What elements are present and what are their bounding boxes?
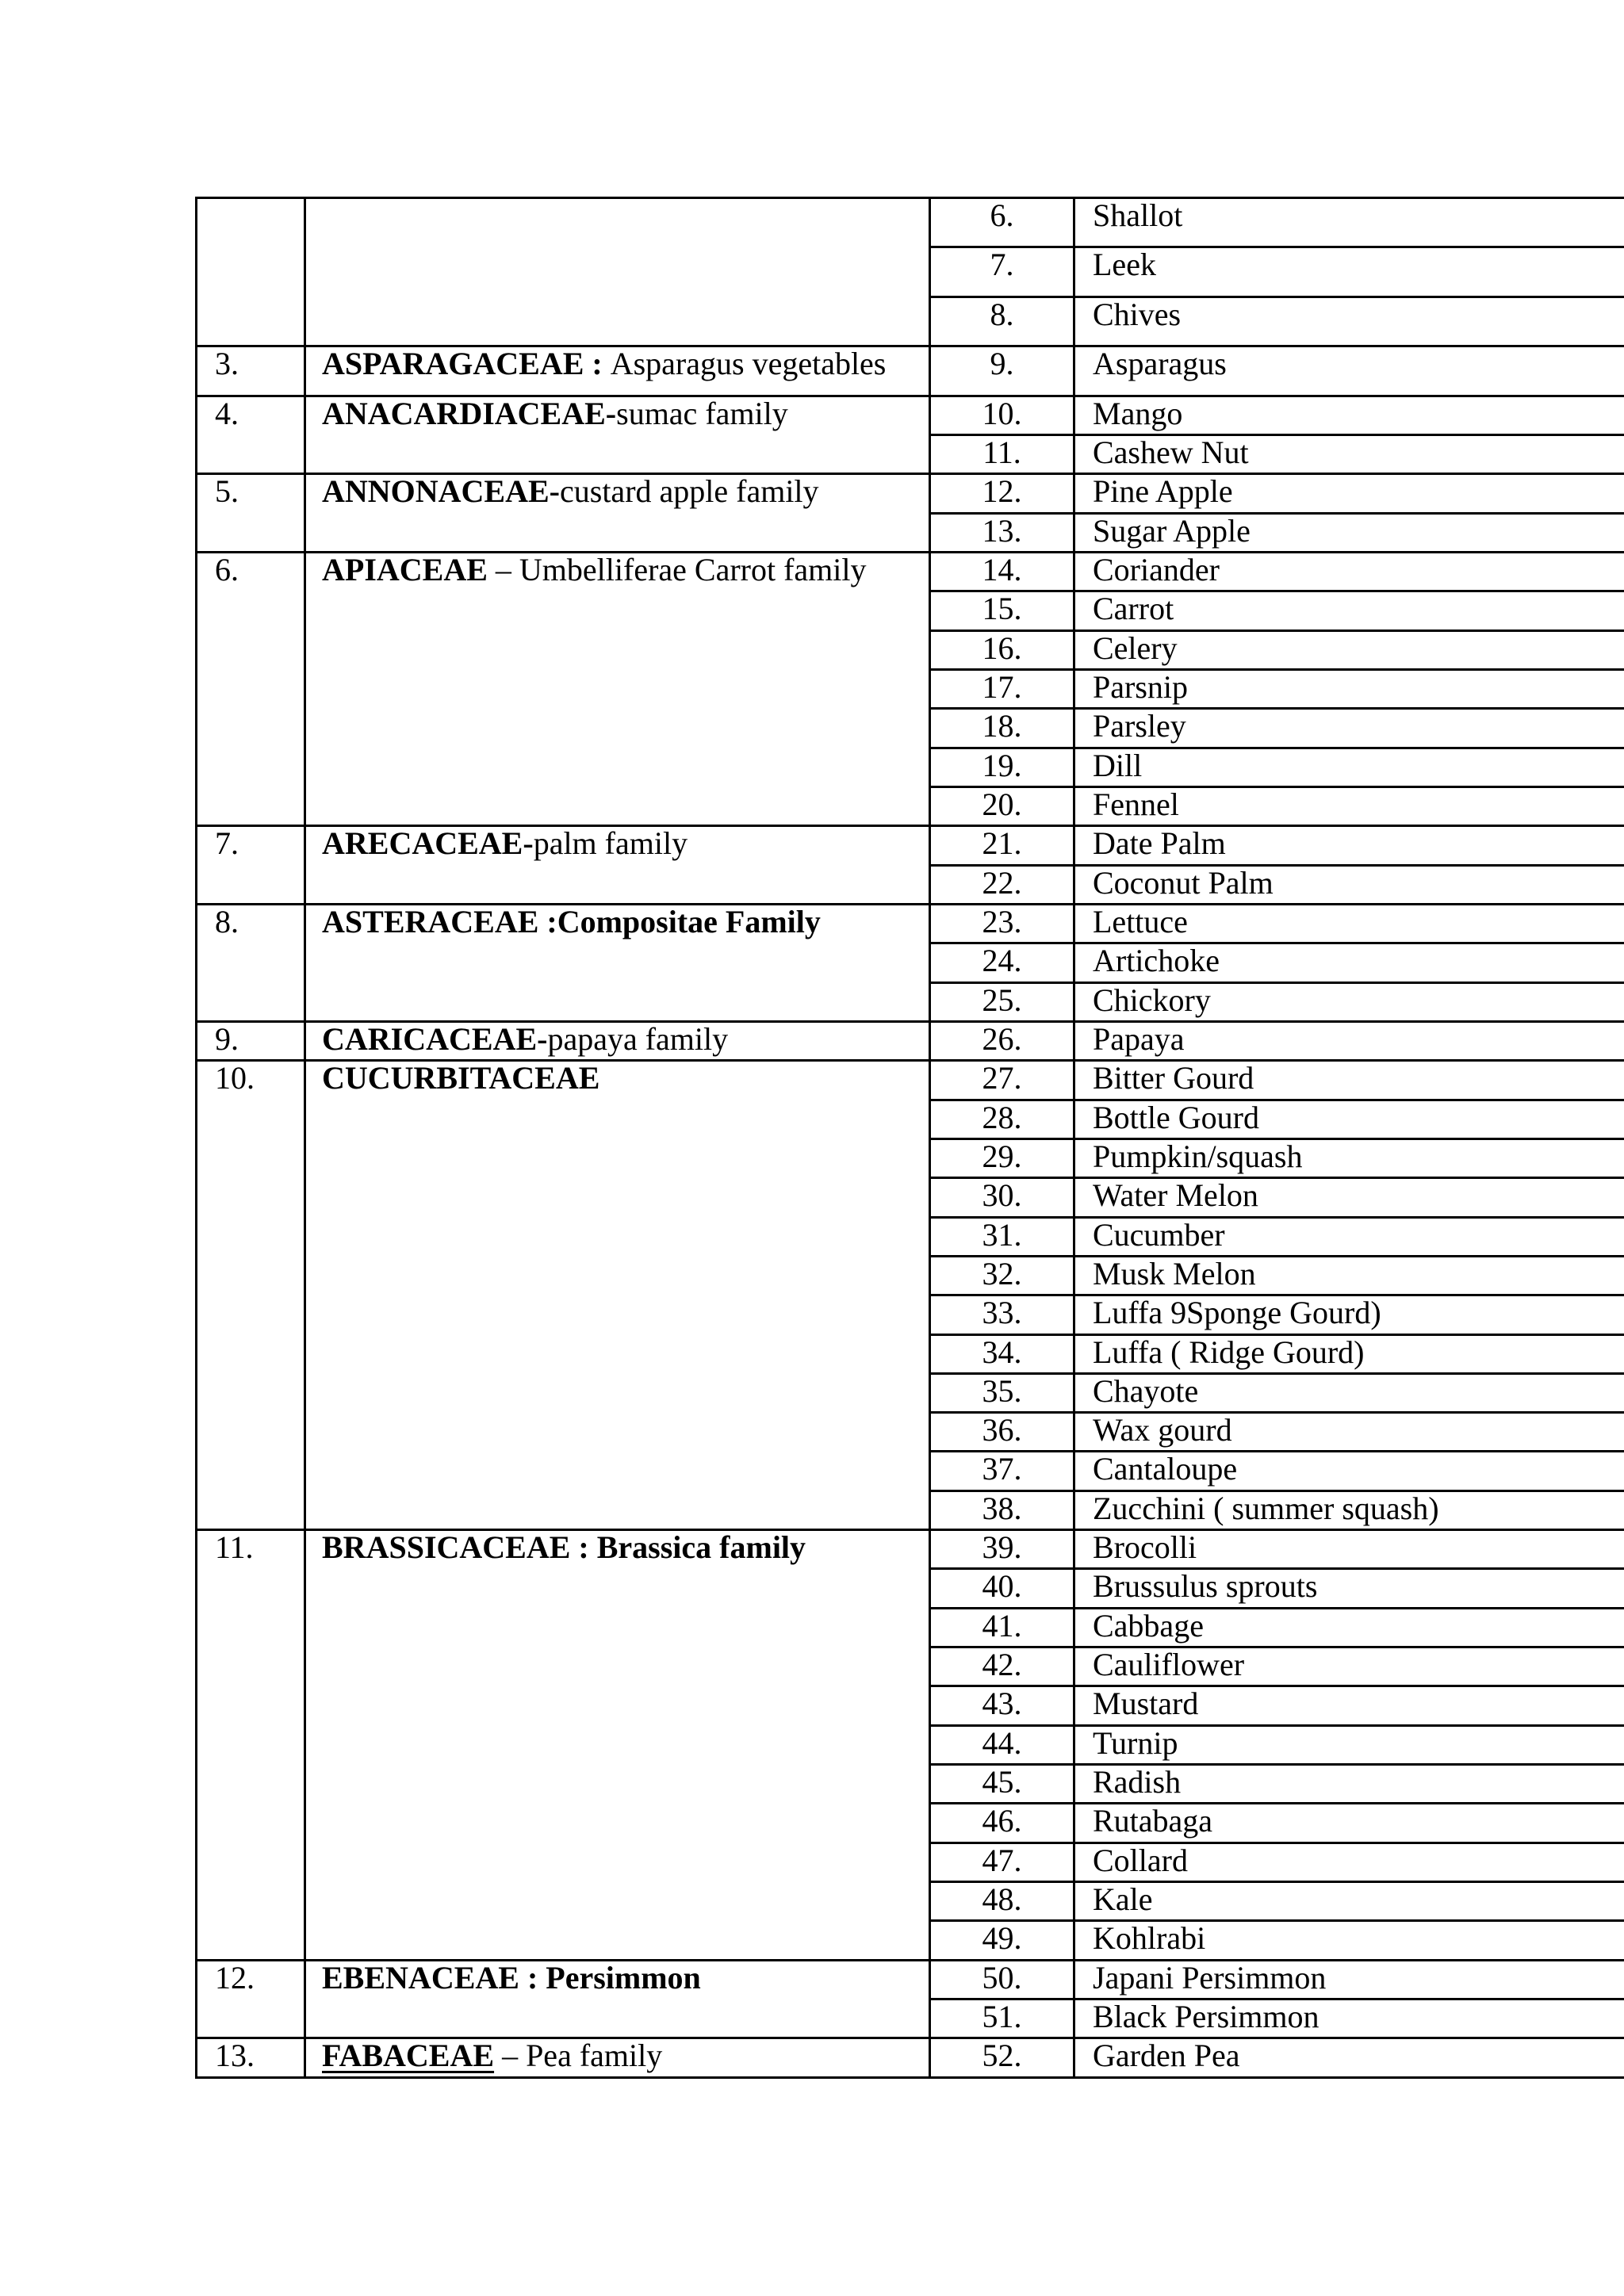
vegetable-number-cell: 37.	[930, 1452, 1074, 1490]
vegetable-name-cell: Musk Melon	[1074, 1256, 1624, 1295]
vegetable-name-cell: Leek	[1074, 247, 1624, 297]
family-serial-cell: 12.	[197, 1960, 305, 2038]
vegetable-name-cell: Radish	[1074, 1765, 1624, 1804]
vegetable-number-cell: 21.	[930, 826, 1074, 865]
family-name-cell	[305, 826, 930, 905]
vegetable-name-cell: Parsley	[1074, 709, 1624, 748]
vegetable-number-cell: 39.	[930, 1530, 1074, 1569]
family-serial-cell: 3.	[197, 346, 305, 396]
vegetable-name-cell: Fennel	[1074, 786, 1624, 825]
vegetable-name-cell: Asparagus	[1074, 346, 1624, 396]
vegetable-name-cell: Carrot	[1074, 591, 1624, 630]
vegetable-number-cell: 26.	[930, 1021, 1074, 1060]
vegetable-name-cell: Kale	[1074, 1882, 1624, 1921]
vegetable-name-cell: Artichoke	[1074, 943, 1624, 982]
family-serial-cell: 5.	[197, 474, 305, 553]
vegetable-name-cell: Mustard	[1074, 1686, 1624, 1725]
family-name-cell	[305, 2038, 930, 2078]
family-serial-cell: 7.	[197, 826, 305, 905]
table-row	[197, 198, 1624, 247]
family-name-cell	[305, 346, 930, 396]
family-name-cell	[305, 552, 930, 825]
vegetable-number-cell: 48.	[930, 1882, 1074, 1921]
table-body	[197, 198, 1624, 2078]
vegetable-name-cell: Lettuce	[1074, 904, 1624, 943]
family-name-desc: – Umbelliferae Carrot family	[487, 551, 867, 587]
table-row	[197, 826, 1624, 865]
vegetable-name-cell: Collard	[1074, 1843, 1624, 1881]
vegetable-number-cell: 17.	[930, 669, 1074, 708]
vegetable-name-cell: Sugar Apple	[1074, 513, 1624, 552]
vegetable-number-cell: 47.	[930, 1843, 1074, 1881]
vegetable-name-cell: Bitter Gourd	[1074, 1061, 1624, 1100]
family-serial-cell: 9.	[197, 1021, 305, 1060]
vegetable-number-cell: 15.	[930, 591, 1074, 630]
family-name-bold: BRASSICACEAE : Brassica family	[322, 1529, 806, 1566]
family-name-desc: – Pea family	[494, 2038, 663, 2074]
vegetable-name-cell: Luffa 9Sponge Gourd)	[1074, 1295, 1624, 1334]
vegetable-number-cell: 41.	[930, 1608, 1074, 1647]
vegetable-number-cell: 45.	[930, 1765, 1074, 1804]
family-name-bold: ASPARAGACEAE :	[322, 346, 611, 382]
vegetable-family-table	[195, 197, 1624, 2079]
vegetable-name-cell: Kohlrabi	[1074, 1921, 1624, 1960]
vegetable-number-cell: 33.	[930, 1295, 1074, 1334]
vegetable-number-cell: 50.	[930, 1960, 1074, 1999]
family-name-bold: CARICACEAE-	[322, 1020, 548, 1057]
vegetable-number-cell: 44.	[930, 1725, 1074, 1764]
vegetable-name-cell: Water Melon	[1074, 1178, 1624, 1217]
table-row	[197, 552, 1624, 591]
vegetable-name-cell: Turnip	[1074, 1725, 1624, 1764]
family-name-bold: ASTERACEAE :Compositae Family	[322, 903, 821, 939]
table-row	[197, 1061, 1624, 1100]
vegetable-name-cell: Black Persimmon	[1074, 1999, 1624, 2038]
vegetable-name-cell: Bottle Gourd	[1074, 1100, 1624, 1138]
table-row	[197, 2038, 1624, 2078]
vegetable-number-cell: 46.	[930, 1804, 1074, 1843]
vegetable-name-cell: Papaya	[1074, 1021, 1624, 1060]
family-name-desc: papaya family	[547, 1020, 729, 1057]
vegetable-name-cell: Cashew Nut	[1074, 434, 1624, 473]
vegetable-name-cell: Japani Persimmon	[1074, 1960, 1624, 1999]
vegetable-name-cell: Pumpkin/squash	[1074, 1138, 1624, 1177]
vegetable-number-cell: 51.	[930, 1999, 1074, 2038]
family-name-desc: Asparagus vegetables	[610, 346, 887, 382]
vegetable-name-cell: Cucumber	[1074, 1217, 1624, 1256]
vegetable-number-cell: 23.	[930, 904, 1074, 943]
vegetable-number-cell: 38.	[930, 1490, 1074, 1529]
vegetable-name-cell: Mango	[1074, 396, 1624, 434]
vegetable-number-cell: 14.	[930, 552, 1074, 591]
family-serial-cell: 10.	[197, 1061, 305, 1530]
vegetable-name-cell: Dill	[1074, 748, 1624, 786]
family-name-cell	[305, 474, 930, 553]
family-name-bold: EBENACEAE : Persimmon	[322, 1959, 701, 1996]
family-name-cell	[305, 904, 930, 1021]
family-name-cell	[305, 1061, 930, 1530]
family-serial-cell	[197, 198, 305, 346]
vegetable-name-cell: Parsnip	[1074, 669, 1624, 708]
vegetable-name-cell: Shallot	[1074, 198, 1624, 247]
vegetable-number-cell: 28.	[930, 1100, 1074, 1138]
table-row	[197, 1021, 1624, 1060]
vegetable-number-cell: 40.	[930, 1569, 1074, 1608]
table-row	[197, 396, 1624, 434]
family-name-bold: CUCURBITACEAE	[322, 1060, 600, 1096]
vegetable-number-cell: 22.	[930, 865, 1074, 904]
vegetable-name-cell: Wax gourd	[1074, 1413, 1624, 1452]
vegetable-number-cell: 9.	[930, 346, 1074, 396]
table-row	[197, 346, 1624, 396]
vegetable-name-cell: Date Palm	[1074, 826, 1624, 865]
family-serial-cell: 11.	[197, 1530, 305, 1961]
family-name-bold: ANNONACEAE-	[322, 473, 560, 510]
vegetable-name-cell: Chayote	[1074, 1373, 1624, 1412]
vegetable-name-cell: Pine Apple	[1074, 474, 1624, 513]
vegetable-number-cell: 43.	[930, 1686, 1074, 1725]
vegetable-number-cell: 6.	[930, 198, 1074, 247]
vegetable-number-cell: 16.	[930, 630, 1074, 669]
vegetable-number-cell: 36.	[930, 1413, 1074, 1452]
vegetable-number-cell: 12.	[930, 474, 1074, 513]
family-name-desc: custard apple family	[560, 473, 819, 510]
vegetable-number-cell: 34.	[930, 1334, 1074, 1373]
vegetable-number-cell: 25.	[930, 982, 1074, 1021]
vegetable-name-cell: Brocolli	[1074, 1530, 1624, 1569]
family-name-cell	[305, 1021, 930, 1060]
vegetable-name-cell: Garden Pea	[1074, 2038, 1624, 2078]
vegetable-number-cell: 18.	[930, 709, 1074, 748]
family-serial-cell: 6.	[197, 552, 305, 825]
vegetable-number-cell: 20.	[930, 786, 1074, 825]
vegetable-number-cell: 30.	[930, 1178, 1074, 1217]
table-row	[197, 1960, 1624, 1999]
vegetable-number-cell: 13.	[930, 513, 1074, 552]
vegetable-number-cell: 8.	[930, 297, 1074, 346]
family-name-bold: FABACEAE	[322, 2038, 495, 2074]
vegetable-number-cell: 11.	[930, 434, 1074, 473]
vegetable-name-cell: Zucchini ( summer squash)	[1074, 1490, 1624, 1529]
vegetable-name-cell: Cauliflower	[1074, 1647, 1624, 1686]
vegetable-number-cell: 29.	[930, 1138, 1074, 1177]
vegetable-name-cell: Rutabaga	[1074, 1804, 1624, 1843]
family-name-bold: APIACEAE	[322, 551, 488, 587]
vegetable-number-cell: 27.	[930, 1061, 1074, 1100]
family-name-desc: sumac family	[616, 395, 788, 431]
vegetable-name-cell: Chickory	[1074, 982, 1624, 1021]
family-serial-cell: 8.	[197, 904, 305, 1021]
family-name-cell	[305, 1960, 930, 2038]
family-name-bold: ANACARDIACEAE-	[322, 395, 617, 431]
vegetable-number-cell: 19.	[930, 748, 1074, 786]
vegetable-number-cell: 7.	[930, 247, 1074, 297]
vegetable-name-cell: Luffa ( Ridge Gourd)	[1074, 1334, 1624, 1373]
vegetable-number-cell: 31.	[930, 1217, 1074, 1256]
vegetable-name-cell: Brussulus sprouts	[1074, 1569, 1624, 1608]
family-name-cell	[305, 198, 930, 346]
vegetable-number-cell: 32.	[930, 1256, 1074, 1295]
vegetable-number-cell: 42.	[930, 1647, 1074, 1686]
family-name-desc: palm family	[533, 825, 688, 862]
vegetable-number-cell: 24.	[930, 943, 1074, 982]
vegetable-name-cell: Cantaloupe	[1074, 1452, 1624, 1490]
vegetable-number-cell: 10.	[930, 396, 1074, 434]
family-serial-cell: 13.	[197, 2038, 305, 2078]
vegetable-number-cell: 35.	[930, 1373, 1074, 1412]
family-name-cell	[305, 396, 930, 474]
vegetable-name-cell: Celery	[1074, 630, 1624, 669]
table-row	[197, 1530, 1624, 1569]
vegetable-number-cell: 49.	[930, 1921, 1074, 1960]
family-name-bold: ARECACEAE-	[322, 825, 534, 862]
family-serial-cell: 4.	[197, 396, 305, 474]
vegetable-name-cell: Coriander	[1074, 552, 1624, 591]
vegetable-name-cell: Chives	[1074, 297, 1624, 346]
table-row	[197, 474, 1624, 513]
vegetable-number-cell: 52.	[930, 2038, 1074, 2078]
table-row	[197, 904, 1624, 943]
vegetable-name-cell: Coconut Palm	[1074, 865, 1624, 904]
vegetable-name-cell: Cabbage	[1074, 1608, 1624, 1647]
family-name-cell	[305, 1530, 930, 1961]
